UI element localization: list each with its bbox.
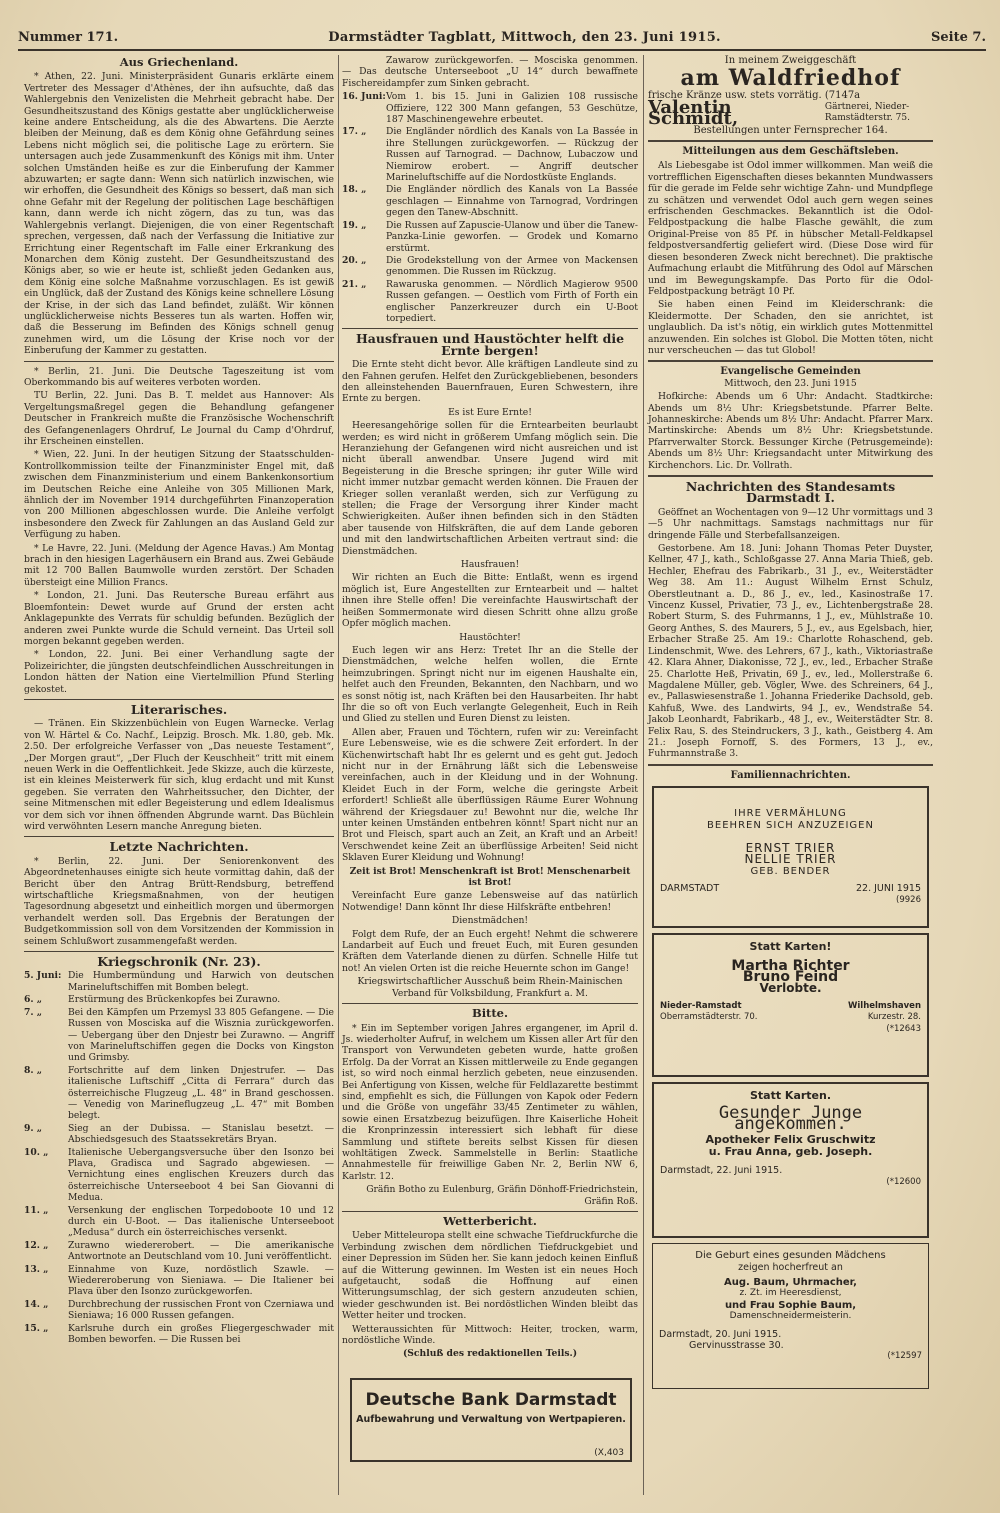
wedding-announcement xyxy=(652,786,929,928)
section-title: Letzte Nachrichten. xyxy=(109,839,249,855)
section-title: Nachrichten des Standesamts Darmstadt I. xyxy=(685,479,896,506)
divider xyxy=(342,1003,638,1004)
chronicle-text: Einnahme von Kuze, nordöstlich Szawle. — Wiedereroberung von Sieniawa. — Die Italiener bei Plava über den Isonzo zurückgeworfen. xyxy=(68,1263,334,1298)
ad-line: Bestellungen unter Fernsprecher 164. xyxy=(693,124,888,136)
article-title: Bitte. xyxy=(471,1006,509,1021)
chronicle-date: 21. „ xyxy=(342,278,367,290)
chronicle-date: 10. „ xyxy=(24,1146,49,1158)
chronicle-entry xyxy=(24,994,334,1005)
ad-heading: Statt Karten! xyxy=(749,940,832,954)
chronicle-date: 9. „ xyxy=(24,1122,43,1134)
ad-line: In meinem Zweiggeschäft xyxy=(724,55,857,66)
forecast: Wetteraussichten für Mittwoch: Heiter, trocken, warm, nordöstliche Winde. xyxy=(342,1323,638,1347)
divider xyxy=(24,361,334,362)
header-rule xyxy=(18,49,986,51)
divider xyxy=(24,951,334,952)
advertiser-name: Valentin Schmidt, xyxy=(648,96,739,130)
news-item: TU Berlin, 22. Juni. Das B. T. meldet aus Hannover: Als Vergeltungsmaßregel gegen die Behandlung gefangener Deutscher in Frankreich mußte die Französische Wochenschrift des Gefangenenlagers Ohrdruf, Le Journal du Camp d'Ohrdruf, ihr Erscheinen einstellen. xyxy=(24,390,334,447)
article-title: Hausfrauen und Haustöchter helft die Ernte bergen! xyxy=(355,331,625,358)
ad-line: z. Zt. im Heeresdienst, xyxy=(739,1288,842,1299)
subheading: Haustöchter! xyxy=(459,631,521,643)
chronicle-date: 5. Juni: xyxy=(24,970,62,982)
bride-name: NELLIE TRIER xyxy=(744,852,837,867)
chronicle-text: Zurawno wiedererobert. — Die amerikanische Antwortnote an Deutschland vom 10. Juni veröffentlicht. xyxy=(68,1239,334,1263)
subheading: Es ist Eure Ernte! xyxy=(448,406,532,418)
ad-line: BEEHREN SICH ANZUZEIGEN xyxy=(707,819,874,831)
page-header xyxy=(18,30,986,50)
column-divider xyxy=(338,55,339,1495)
subheading: Zeit ist Brot! Menschenkraft ist Brot! Menschenarbeit ist Brot! xyxy=(349,865,631,889)
chronicle-date: 19. „ xyxy=(342,219,367,231)
column-2 xyxy=(342,55,638,1362)
parent-name: und Frau Sophie Baum, xyxy=(724,1299,857,1311)
city: Nieder-Ramstadt xyxy=(660,1000,742,1011)
article-body: * Athen, 22. Juni. Ministerpräsident Gunaris erklärte einem Vertreter des Messager d'Athènes, der ihn aufsuchte, daß das Wahlergebnis den Venizelisten die Mehrheit gebracht habe. Der Gesundheitszustand des Königs gestatte aber unglücklicherweise keine andere Entscheidung, als die des Abwartens. Die Aerzte bleiben der Meinung, daß es dem König ohne Gefährdung seines Lebens nicht möglich sei, die politische Lage zu erörtern. Sie untersagen auch jede Zusammenkunft des Königs mit ihm. Unter solchen Umständen heiße es zur die Einberufung der Kammer abzuwarten; er sagte dann: Wenn sich natürlich inzwischen, wie wir erhoffen, die Gesundheit des Königs so bessert, daß man sich ohne Gefahr mit der Regelung der politischen Lage beschäftigen kann, dann werde ich nicht zögern, das zu tun, was das Wahlergebnis verlangt. Diejenigen, die von einer Regentschaft sprechen, vergessen, daß nach der Verfassung die Initiative zur Errichtung einer Regentschaft im Falle einer Erkrankung des Monarchen dem König zusteht. Der Gesundheitszustand des Königs aber, so wie er heute ist, schließt jeden Gedanken aus, dem König eine solche Maßnahme vorzuschlagen. Es ist gewiß ein Unglück, daß der Zustand des Königs keine schnellere Lösung der Krise, in der sich das Land befindet, zuläßt. Wir können unglücklicherweise nichts Besseres tun als warten. Hoffen wir, daß die Besserung im Befinden des Königs schnell genug zunehmen wird, um die Lösung der Krise noch vor der Einberufung der Kammer zu gestatten. xyxy=(24,71,334,357)
chronicle-text: Italienische Uebergangsversuche über den Isonzo bei Plava, Gradisca und Sagrado abgewiesen. — Vernichtung eines englischen Kreuzers durch das österreichische Unterseeboot 4 bei San Giovanni di Medua. xyxy=(68,1146,334,1204)
chronicle-date: 15. „ xyxy=(24,1322,49,1334)
city: DARMSTADT xyxy=(660,883,720,895)
article-title: Wetterbericht. xyxy=(443,1214,537,1228)
fiance-name: Bruno Feind xyxy=(742,968,839,985)
chronicle-date: 8. „ xyxy=(24,1064,43,1076)
date: Darmstadt, 22. Juni 1915. xyxy=(660,1165,783,1177)
article-body: Vereinfacht Eure ganze Lebensweise auf das natürlich Notwendige! Dann könnt Ihr diese Hilfskräfte entbehren! xyxy=(342,890,638,913)
article-body: Sie haben einen Feind im Kleiderschrank: die Kleidermotte. Der Schaden, den sie anrichtet, ist unglaublich. Da ist's nötig, ein wirklich gutes Mottenmittel anzuwenden. Ein solches ist Globol. Die Motten töten, nicht nur verscheuchen — das tut Globol! xyxy=(648,299,933,356)
section-title: Familiennachrichten. xyxy=(730,769,851,781)
parent-name: u. Frau Anna, geb. Joseph. xyxy=(708,1144,873,1158)
chronicle-entry xyxy=(24,970,334,993)
divider xyxy=(648,140,933,142)
chronicle-text: Karlsruhe durch ein großes Fliegergeschwader mit Bomben beworfen. — Die Russen bei xyxy=(68,1322,334,1346)
ad-line: IHRE VERMÄHLUNG xyxy=(734,808,847,820)
divider xyxy=(648,475,933,477)
divider xyxy=(24,699,334,700)
chronicle-entry xyxy=(342,91,638,125)
groom-name: ERNST TRIER xyxy=(745,840,836,855)
column-divider xyxy=(643,55,644,1495)
section-title: Evangelische Gemeinden xyxy=(720,366,861,378)
article-body: Die Ernte steht dicht bevor. Alle kräftigen Landleute sind zu den Fahnen gerufen. Helfet den Zurückgebliebenen, besonders den alleinstehenden Bauernfrauen, Euren Schwestern, ihre Ernte zu bergen. xyxy=(342,359,638,405)
chronicle-entry xyxy=(342,255,638,278)
subheading: Hausfrauen! xyxy=(460,559,520,571)
ad-reference: (X,403 xyxy=(594,1448,624,1458)
article-body: Euch legen wir ans Herz: Tretet Ihr an die Stelle der Dienstmädchen, welche helfen wollen, die Ernte heimzubringen. Springt nicht nur im eigenen Haushalte ein, helfet auch den Freunden, Bekannten, den Nachbarn, und wo es sonst nötig ist, nach Kräften bei den Hausarbeiten. Ihr habt Ihr die so oft von Euch verlangte Gelegenheit, Euch in Reih und Glied zu stellen und Euren Dienst zu leisten. xyxy=(342,644,638,725)
chronicle-text: Erstürmung des Brückenkopfes bei Zurawno. xyxy=(68,994,281,1006)
birth-announcement xyxy=(652,1243,929,1389)
chronicle-entry xyxy=(24,1299,334,1322)
chronicle-text: Fortschritte auf dem linken Dnjestrufer. — Das italienische Luftschiff „Citta di Ferrara“ durch das österreichische Flugzeug „L. 48“ in Brand geschossen. — Venedig von Marineflugzeug „L. 47“ mit Bomben belegt. xyxy=(68,1064,334,1122)
chronicle-entry xyxy=(342,220,638,254)
fiancee-name: Martha Richter xyxy=(731,957,850,974)
column-3 xyxy=(648,55,933,1394)
occupation: Damenschneidermeisterin. xyxy=(729,1311,852,1322)
divider xyxy=(648,360,933,362)
divider xyxy=(342,328,638,329)
chronicle-date: 20. „ xyxy=(342,254,367,266)
chronicle-text: Die Humbermündung und Harwich von deutschen Marineluftschiffen mit Bomben belegt. xyxy=(68,970,334,993)
chronicle-entry xyxy=(24,1065,334,1122)
chronicle-date: 12. „ xyxy=(24,1239,49,1251)
subheading: Dienstmädchen! xyxy=(451,915,529,927)
ad-line: zeigen hocherfreut an xyxy=(738,1261,843,1273)
chronicle-date: 14. „ xyxy=(24,1298,49,1310)
ad-reference: (*12600 xyxy=(886,1176,921,1187)
chronicle-text: Die Grodekstellung von der Armee von Mackensen genommen. Die Russen im Rückzug. xyxy=(386,254,638,278)
editorial-end: (Schluß des redaktionellen Teils.) xyxy=(402,1348,578,1360)
chronicle-text: Sieg an der Dubissa. — Stanislau besetzt. — Abschiedsgesuch des Staatssekretärs Bryan. xyxy=(68,1122,334,1146)
chronicle-date: 17. „ xyxy=(342,126,367,138)
chronicle-text: Die Russen auf Zapuscie-Ulanow und über die Tanew-Panzka-Linie geworfen. — Grodek und Komarno erstürmt. xyxy=(386,219,638,254)
chronicle-entry xyxy=(24,1123,334,1146)
ad-heading: Statt Karten. xyxy=(749,1089,832,1103)
chronicle-date: 16. Juni: xyxy=(342,91,386,103)
article-body: Folgt dem Rufe, der an Euch ergeht! Nehmt die schwerere Landarbeit auf Euch und freuet Euch, mit Euren gesunden Kräften dem Vaterlande dienen zu dürfen. Schnelle Hilfe tut not! An vielen Orten ist die reiche Heuernte schon im Gange! xyxy=(342,928,638,974)
chronicle-entry xyxy=(24,1205,334,1239)
chronicle-text: Rawaruska genommen. — Nördlich Magierow 9500 Russen gefangen. — Oestlich vom Firth of Forth ein englischer Panzerkreuzer durch ein U-Boot torpediert. xyxy=(386,278,638,324)
article-body: Als Liebesgabe ist Odol immer willkommen. Man weiß die vortrefflichen Eigenschaften dieses bekannten Mundwassers für die gerade im Felde sehr wichtige Zahn- und Mundpflege zu schätzen und verwendet Odol auch gern wegen seines erfrischenden Geschmackes. Bekanntlich ist die Odol-Feldpostpackung die halbe Flasche gewählt, die zum Original-Preise von 85 Pf. in hübscher Metall-Feldkapsel feldpostversandfertig geliefert wird. (Diese Dose wird für diesen besonderen Zweck nicht berechnet). Die praktische Aufmachung erlaubt die Mitführung des Odol auf Märschen und im Bewegungskampfe. Das Porto für die Odol-Feldpostpackung beträgt 10 Pf. xyxy=(648,160,933,297)
chronicle-text: Vom 1. bis 15. Juni in Galizien 108 russische Offiziere, 122 300 Mann gefangen, 53 Geschütze, 187 Maschinengewehre erbeutet. xyxy=(386,91,638,126)
chronicle-date: 11. „ xyxy=(24,1204,49,1216)
date: 22. JUNI 1915 xyxy=(856,883,921,895)
chronicle-date: 7. „ xyxy=(24,1006,43,1018)
article-body: Wir richten an Euch die Bitte: Entlaßt, wenn es irgend möglich ist, Eure Angestellten zur Erntearbeit und — haltet ihnen ihre Stelle offen! Die vereinfachte Hauswirtschaft der heißen Sommermonate wird diesen Schritt ohne allzu große Opfer möglich machen. xyxy=(342,572,638,630)
engaged-label: Verlobte. xyxy=(759,981,822,996)
article-title: Aus Griechenland. xyxy=(119,55,239,69)
news-item: * Le Havre, 22. Juni. (Meldung der Agence Havas.) Am Montag brach in den hiesigen Lagerhäusern ein Brand aus. Zwei Gebäude mit 12 700 Ballen Baumwolle wurden zerstört. Der Schaden übersteigt eine Million Francs. xyxy=(24,542,334,588)
address: Gervinusstrasse 30. xyxy=(689,1340,784,1351)
chronicle-entry xyxy=(342,126,638,183)
bank-services: Aufbewahrung und Verwaltung von Wertpapieren. xyxy=(356,1414,626,1425)
chronicle-entry xyxy=(24,1007,334,1064)
date: Darmstadt, 20. Juni 1915. xyxy=(659,1328,782,1340)
section-title: Mitteilungen aus dem Geschäftsleben. xyxy=(682,146,899,158)
article-body: Geöffnet an Wochentagen von 9—12 Uhr vormittags und 3—5 Uhr nachmittags. Samstags nachmittags nur für dringende Fälle und Sterbefallsanzeigen. xyxy=(648,506,933,541)
bank-name: Deutsche Bank Darmstadt xyxy=(365,1390,617,1410)
parent-name: Apotheker Felix Gruschwitz xyxy=(705,1133,876,1147)
ad-line: frische Kränze usw. stets vorrätig. (7147a xyxy=(648,90,861,102)
chronicle-text: Durchbrechung der russischen Front von Czerniawa und Sieniawa; 16 000 Russen gefangen. xyxy=(68,1298,334,1322)
article-body: * Berlin, 22. Juni. Der Seniorenkonvent des Abgeordnetenhauses einigte sich heute vormittag dahin, daß der Bericht über den Antrag Brütt-Rendsburg, betreffend wirtschaftliche Kriegsmaßnahmen, von der heutigen Tagesordnung abgesetzt und einheitlich morgen und übermorgen verhandelt werden soll. Das Ergebnis der Beratungen der Budgetkommission soll von dem Vorsitzenden der Kommission in seinem Schlußwort zusammengefaßt werden. xyxy=(24,855,334,947)
news-item: * Wien, 22. Juni. In der heutigen Sitzung der Staatsschulden-Kontrollkommission teilte der Finanzminister Engel mit, daß zwischen dem Finanzministerium und einem Bankenkonsortium im Deutschen Reiche eine Anleihe von 305 Millionen Mark, ähnlich der im November 1914 durchgeführten Finanzoperation von 200 Millionen abgeschlossen wurde. Die Anleihe verfolgt insbesondere den Zweck für Zahlungen an das Ausland Geld zur Verfügung zu haben. xyxy=(24,449,334,541)
chronicle-text: Bei den Kämpfen um Przemysl 33 805 Gefangene. — Die Russen von Mosciska auf die Wisznia zurückgeworfen. — Uebergang über den Dnjestr bei Zurawno. — Angriff von Marineluftschiffen gegen die Docks von Kingston und Grimsby. xyxy=(68,1006,334,1064)
maiden-name: GEB. BENDER xyxy=(750,865,831,877)
masthead: Darmstädter Tagblatt, Mittwoch, den 23. Juni 1915. xyxy=(328,30,721,45)
section-title: Kriegschronik (Nr. 23). xyxy=(97,954,261,970)
article-body: Ueber Mitteleuropa stellt eine schwache Tiefdruckfurche die Verbindung zwischen dem nördlichen Tiefdruckgebiet und einer Depression im Süden her. Sie kann jedoch keinen Einfluß auf die Witterung gewinnen. Im Westen ist ein neues Hoch aufgetaucht, sodaß die Hoffnung auf einen Witterungsumschlag, der sich gestern anzudeuten schien, wieder geschwunden ist. Bei nordöstlichen Winden bleibt das Wetter heiter und trocken. xyxy=(342,1230,638,1322)
column-1 xyxy=(24,55,334,1346)
chronicle-entry xyxy=(24,1264,334,1298)
chronicle-entry xyxy=(342,184,638,218)
news-item: * London, 22. Juni. Bei einer Verhandlung sagte der Polizeirichter, die jüngsten deutschfeindlichen Ausschreitungen in London hätten der Nation eine Viertelmillion Pfund Sterling gekostet. xyxy=(24,649,334,695)
divider xyxy=(342,1211,638,1212)
page-number: Seite 7. xyxy=(931,30,986,45)
chronicle-entry xyxy=(24,1147,334,1204)
chronicle-text: Versenkung der englischen Torpedoboote 10 und 12 durch ein U-Boot. — Das italienische Unterseeboot „Medusa“ durch ein österreichisches versenkt. xyxy=(68,1204,334,1239)
article-body: Allen aber, Frauen und Töchtern, rufen wir zu: Vereinfacht Eure Lebensweise, wie es die schwere Zeit erfordert. In der Küchenwirtschaft habt Ihr es gelernt und es geht gut. Jedoch nicht nur in der Ernährung läßt sich die Lebensweise vereinfachen, auch in der Kleidung und in der Wohnung. Kleidet Euch in der Form, welche die geringste Arbeit erfordert! Schließt alle überflüssigen Räume Eurer Wohnung während der Kriegsdauer zu! Bewohnt nur die, welche Ihr unter keinen Umständen entbehren könnt! Spart nicht nur an Brot und Fleisch, spart auch an Zeit, an Kraft und an Arbeit! Verschwendet keine Zeit an überflüssige Arbeiten! Seid nicht Sklaven Eurer Kleidung und Wohnung! xyxy=(342,726,638,864)
article-body: Gestorbene. Am 18. Juni: Johann Thomas Peter Duyster, Kellner, 47 J., kath., Schloßgasse 27. Anna Maria Thieß, geb. Hechler, Ehefrau des Fabrikarb., 31 J., ev., Weiterstädter Weg 38. Am 11.: August Wilhelm Ernst Schulz, Oberstleutnant a. D., 86 J., ev., led., Kasinostraße 17. Vincenz Kussel, Privatier, 73 J., ev., Lichtenbergstraße 28. Robert Sturm, S. des Fuhrmanns, 1 J., ev., Mühlstraße 10. Georg Anthes, S. des Maurers, 5 J., ev., aus Egelsbach, hier, Erbacher Straße 25. Am 19.: Charlotte Rohaschend, geb. Lindenschmit, Wwe. des Lehrers, 67 J., kath., Viktoriastraße 42. Klara Ahner, Diakonisse, 72 J., ev., led., Erbacher Straße 25. Charlotte Heß, Privatin, 69 J., ev., led., Mollerstraße 6. Magdalene Müller, geb. Vögler, Wwe. des Schreiners, 64 J., ev., Pallaswiesenstraße 1. Johanna Friederike Dachsold, geb. Kahfuß, Wwe. des Landwirts, 94 J., ev., Wendstraße 54. Jakob Leonhardt, Fabrikarb., 48 J., ev., Weiterstädter Str. 8. Felix Rau, S. des Steindruckers, 3 J., kath., Geistberg 4. Am 21.: Joseph Fornoff, S. des Formers, 13 J., ev., Fuhrmannstraße 3. xyxy=(648,543,933,760)
war-chronicle-list xyxy=(342,91,638,324)
section-title: Literarisches. xyxy=(130,701,228,717)
chronicle-entry xyxy=(24,1240,334,1263)
article-body: Hofkirche: Abends um 6 Uhr: Andacht. Stadtkirche: Abends um 8½ Uhr: Kriegsbetstunde. Pfarrer Belte. Johanneskirche: Abends um 8½ Uhr: Andacht. Pfarrer Marx. Martinskirche: Abends um 8½ Uhr: Kriegsbetstunde. Pfarrverwalter Storck. Bessunger Kirche (Petrusgemeinde): Abends um 8½ Uhr: Kriegsandacht unter Mitwirkung des Kirchenchors. Lic. Dr. Vollrath. xyxy=(648,391,933,471)
issue-number: Nummer 171. xyxy=(18,30,119,45)
advertiser-address: Gärtnerei, Nieder-Ramstädterstr. 75. xyxy=(824,101,910,124)
parent-name: Aug. Baum, Uhrmacher, xyxy=(724,1276,857,1288)
birth-announcement xyxy=(652,1082,929,1238)
news-item: * Berlin, 21. Juni. Die Deutsche Tageszeitung ist vom Oberkommando bis auf weiteres verboten worden. xyxy=(24,365,334,388)
article-body: * Ein im September vorigen Jahres ergangener, im April d. Js. wiederholter Aufruf, in welchem um Kissen aller Art für den Transport von Verwundeten gebeten wurde, hatte großen Erfolg. Da der Vorrat an Kissen mittlerweile zu Ende gegangen ist, so wird noch einmal herzlich gebeten, neue einzusenden. Bei Anfertigung von Kissen, welche für Feldlazarette bestimmt sind, empfiehlt es sich, die Füllungen von Kapok oder Federn und die Größe von ungefähr 33/45 Zentimeter zu wählen, sowie einen Ersatzbezug beizufügen. Ihre Kaiserliche Hoheit die Kronprinzessin interessiert sich lebhaft für diese Sammlung und stiftete bereits selbst Kissen für diesen wohltätigen Zweck. Sammelstelle in Berlin: Staatliche Annahmestelle für freiwillige Gaben Nr. 2, Berlin NW 6, Karlstr. 12. xyxy=(342,1022,638,1182)
divider xyxy=(24,836,334,837)
city: Wilhelmshaven xyxy=(848,1000,921,1011)
engagement-announcement xyxy=(652,933,929,1077)
nursery-advertisement xyxy=(648,55,933,136)
ad-reference: (9926 xyxy=(896,894,921,905)
ad-headline: Gesunder Junge angekommen. xyxy=(718,1102,863,1134)
signature: Gräfin Botho zu Eulenburg, Gräfin Dönhoff-Friedrichstein, Gräfin Roß. xyxy=(366,1184,638,1207)
ad-reference: (*12597 xyxy=(887,1351,922,1362)
article-body: Zawarow zurückgeworfen. — Mosciska genommen. — Das deutsche Unterseeboot „U 14“ durch bewaffnete Fischereidampfer zum Sinken gebracht. xyxy=(342,55,638,89)
chronicle-date: 18. „ xyxy=(342,184,367,196)
date-line: Mittwoch, den 23. Juni 1915 xyxy=(724,377,857,389)
chronicle-text: Die Engländer nördlich des Kanals von La Bassée in ihre Stellungen zurückgeworfen. — Rückzug der Russen auf Tarnograd. — Dachnow, Lubaczow und Niemirow erobert. — Angriff deutscher Marineluftschiffe auf die Nordostküste Englands. xyxy=(386,126,638,184)
chronicle-entry xyxy=(342,279,638,325)
ad-line: Die Geburt eines gesunden Mädchens xyxy=(695,1250,886,1262)
address: Kurzestr. 28. xyxy=(867,1012,921,1023)
divider xyxy=(648,764,933,766)
chronicle-entry xyxy=(24,1323,334,1346)
ad-headline: am Waldfriedhof xyxy=(680,65,901,92)
war-chronicle-list xyxy=(24,970,334,1345)
address: Oberramstädterstr. 70. xyxy=(660,1012,758,1023)
chronicle-date: 13. „ xyxy=(24,1263,49,1275)
signature: Kriegswirtschaftlicher Ausschuß beim Rhein-Mainischen Verband für Volksbildung, Frankfurt a. M. xyxy=(357,976,623,999)
chronicle-date: 6. „ xyxy=(24,994,43,1006)
article-body: Heeresangehörige sollen für die Erntearbeiten beurlaubt werden; es wird nicht in größerem Umfang möglich sein. Die Heranziehung der Gefangenen wird nicht ausreichen und ist nicht überall anwendbar. Unsere Jugend wird mit Begeisterung in die Bresche springen; ihr guter Wille wird nicht immer nutzbar gemacht werden können. Die Frauen der Krieger sollen veranlaßt werden, sich zur Verfügung zu stellen; die Frage der Versorgung ihrer Kinder macht Schwierigkeiten. Außer ihnen befinden sich in den Städten aber tausende von Hilfskräften, die auf dem Lande geboren und mit den landwirtschaftlichen Arbeiten vertraut sind: die Dienstmädchen. xyxy=(342,420,638,557)
ad-reference: (*12643 xyxy=(886,1023,921,1034)
news-item: * London, 21. Juni. Das Reutersche Bureau erfährt aus Bloemfontein: Dewet wurde auf Grund der ersten acht Anklagepunkte des Verrats für schuldig befunden. Bezüglich der anderen zwei Punkte wurde die Schuld verneint. Das Urteil soll morgen bekannt gegeben werden. xyxy=(24,590,334,647)
article-body: — Tränen. Ein Skizzenbüchlein von Eugen Warnecke. Verlag von W. Härtel & Co. Nachf., Leipzig. Brosch. Mk. 1.80, geb. Mk. 2.50. Der erfolgreiche Verfasser von „Das neueste Testament“, „Der Morgen graut“, „Der Fluch der Keuschheit“ tritt mit einem neuen Werk in die Oeffentlichkeit. Jede Skizze, auch die kürzeste, ist ein kleines Meisterwerk für sich, klug erdacht und mit Kunst gegeben. Sie verraten den Wahrheitssucher, den Dichter, der seine Mitmenschen mit edler Begeisterung und edlem Idealismus vor dem sich vor ihnen öffnenden Abgrunde warnt. Das Büchlein wird verwöhnten Lesern manche Anregung bieten. xyxy=(24,718,334,832)
chronicle-text: Die Engländer nördlich des Kanals von La Bassée geschlagen — Einnahme von Tarnograd, Vordringen gegen den Tanew-Abschnitt. xyxy=(386,184,638,219)
bank-advertisement xyxy=(350,1378,632,1462)
